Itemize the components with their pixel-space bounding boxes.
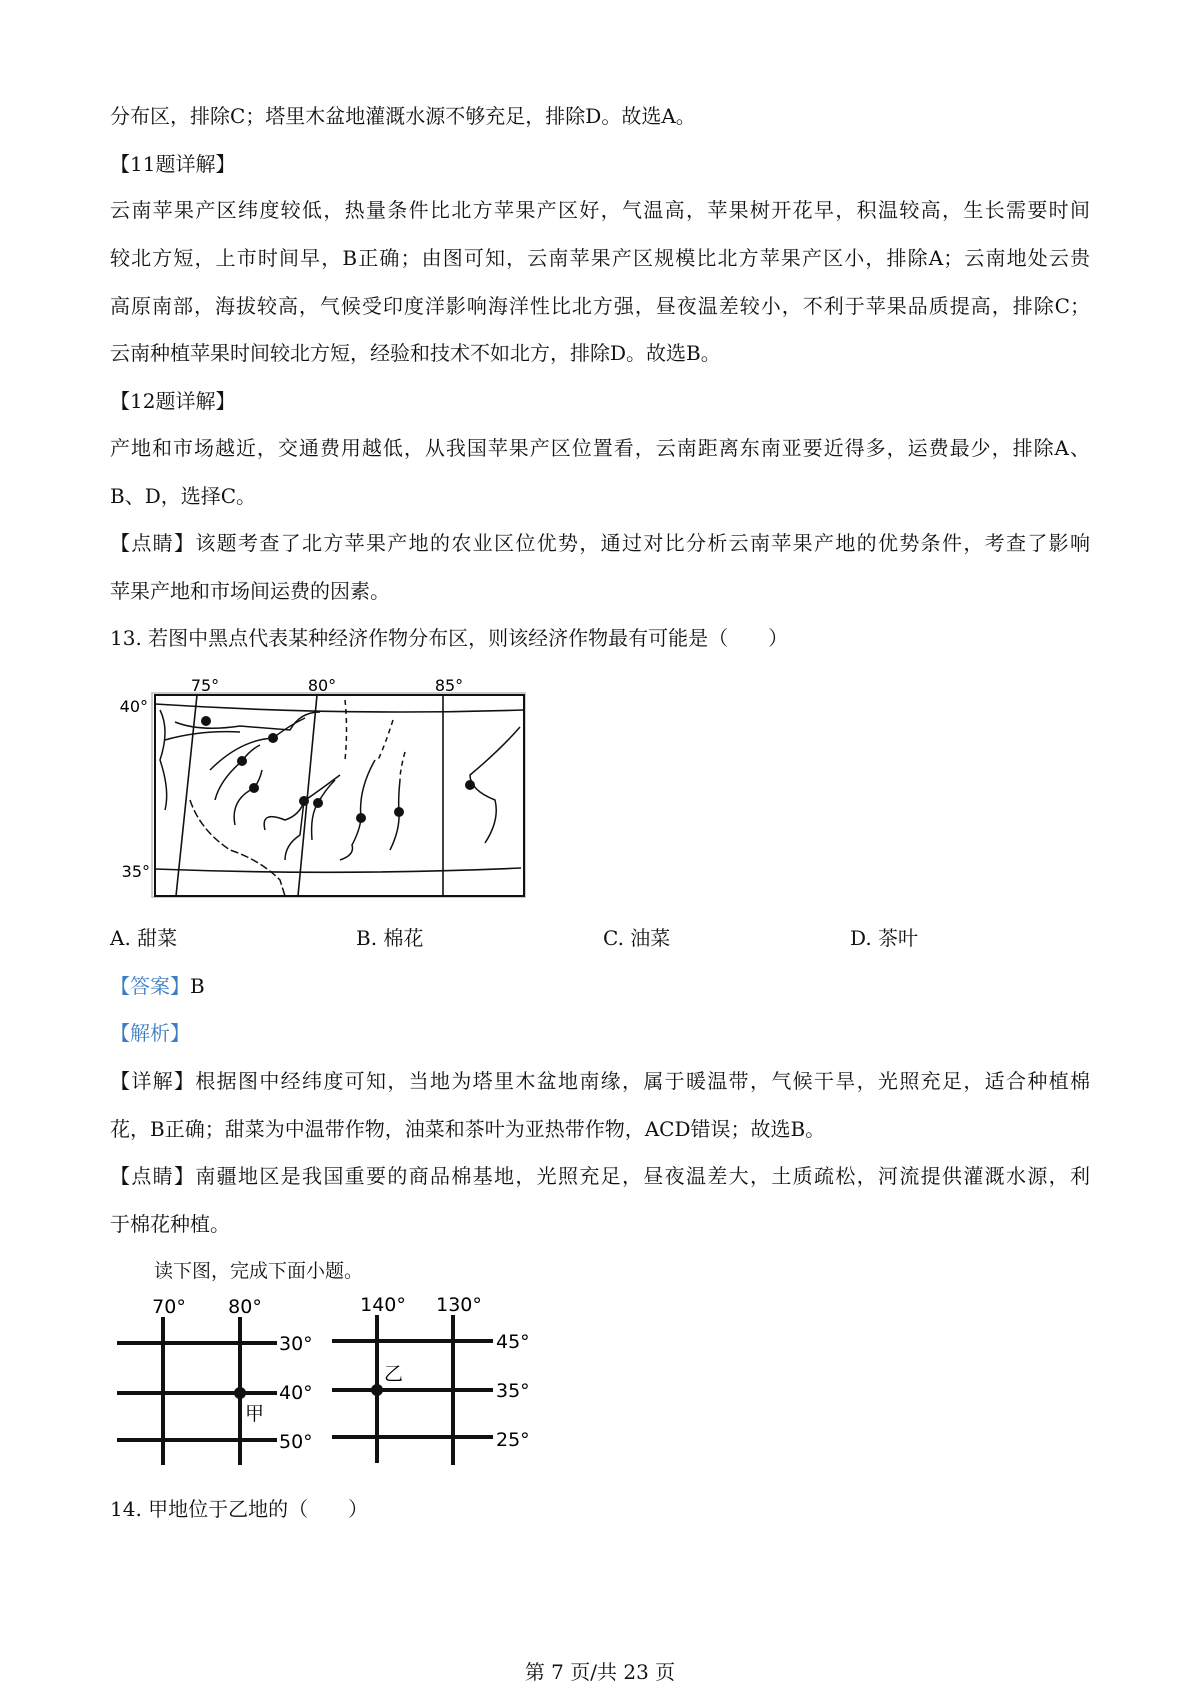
lat-label: 45° <box>496 1331 530 1353</box>
text-line: 【点睛】该题考查了北方苹果产地的农业区位优势，通过对比分析云南苹果产地的优势条件，考查了影响 <box>110 531 1090 555</box>
lon-label: 140° <box>360 1294 406 1316</box>
option-c: C. 油菜 <box>603 926 671 950</box>
point-jia <box>234 1387 246 1399</box>
lat-label: 35° <box>121 862 150 881</box>
map-dot <box>299 796 309 806</box>
text-line: 分布区，排除C；塔里木盆地灌溉水源不够充足，排除D。故选A。 <box>110 104 696 128</box>
lat-label: 40° <box>119 697 148 716</box>
lat-label: 25° <box>496 1429 530 1451</box>
map-dot <box>201 716 211 726</box>
answer-line <box>110 972 1090 1000</box>
map-dot <box>313 798 323 808</box>
point-label: 甲 <box>245 1403 265 1425</box>
lat-label: 40° <box>279 1382 313 1404</box>
answer-label: 【答案】 <box>110 974 190 998</box>
text-line: 于棉花种植。 <box>110 1212 230 1236</box>
text-line: 苹果产地和市场间运费的因素。 <box>110 579 390 603</box>
lat-label: 35° <box>496 1380 530 1402</box>
point-label: 乙 <box>384 1363 404 1385</box>
option-b: B. 棉花 <box>356 926 424 950</box>
lon-label: 80° <box>228 1296 262 1318</box>
answer-value: B <box>190 974 205 998</box>
crop-distribution-dots <box>201 716 475 823</box>
read-prompt: 读下图，完成下面小题。 <box>154 1260 364 1282</box>
map-dot <box>465 780 475 790</box>
question-14: 14. 甲地位于乙地的（ ） <box>110 1497 369 1521</box>
lat-label: 30° <box>279 1333 313 1355</box>
analysis-label: 【解析】 <box>110 1021 190 1045</box>
option-d: D. 茶叶 <box>850 926 919 950</box>
lon-label: 75° <box>190 676 220 695</box>
text-line: B、D，选择C。 <box>110 484 257 508</box>
section-heading-11: 【11题详解】 <box>110 152 236 176</box>
map-dot <box>394 807 404 817</box>
section-heading-12: 【12题详解】 <box>110 389 236 413</box>
map-dot <box>268 733 278 743</box>
lon-label: 80° <box>307 676 337 695</box>
map-dot <box>237 756 247 766</box>
question-13: 13. 若图中黑点代表某种经济作物分布区，则该经济作物最有可能是（ ） <box>110 626 789 650</box>
text-line: 【详解】根据图中经纬度可知，当地为塔里木盆地南缘，属于暖温带，气候干旱，光照充足，适合种植棉 <box>110 1069 1090 1093</box>
map-dot <box>356 813 366 823</box>
map-dot <box>249 783 259 793</box>
text-line: 高原南部，海拔较高，气候受印度洋影响海洋性比北方强，昼夜温差较小，不利于苹果品质提高，排除C； <box>110 294 1090 318</box>
option-a: A. 甜菜 <box>110 926 178 950</box>
text-line: 云南苹果产区纬度较低，热量条件比北方苹果产区好，气温高，苹果树开花早，积温较高，生长需要时间 <box>110 198 1090 222</box>
lat-label: 50° <box>279 1431 313 1453</box>
text-line: 云南种植苹果时间较北方短，经验和技术不如北方，排除D。故选B。 <box>110 341 721 365</box>
lon-label: 70° <box>152 1296 186 1318</box>
point-yi <box>371 1384 383 1396</box>
text-line: 较北方短，上市时间早，B正确；由图可知，云南苹果产区规模比北方苹果产区小，排除A；云南地处云贵 <box>110 246 1090 270</box>
lon-label: 85° <box>434 676 464 695</box>
text-line: 【点睛】南疆地区是我国重要的商品棉基地，光照充足，昼夜温差大，土质疏松，河流提供灌溉水源，利 <box>110 1164 1090 1188</box>
lon-label: 130° <box>436 1294 482 1316</box>
page-footer: 第 7 页/共 23 页 <box>524 1660 676 1684</box>
text-line: 花，B正确；甜菜为中温带作物，油菜和茶叶为亚热带作物，ACD错误；故选B。 <box>110 1117 826 1141</box>
text-line: 产地和市场越近，交通费用越低，从我国苹果产区位置看，云南距离东南亚要近得多，运费最少，排除A、 <box>110 436 1090 460</box>
